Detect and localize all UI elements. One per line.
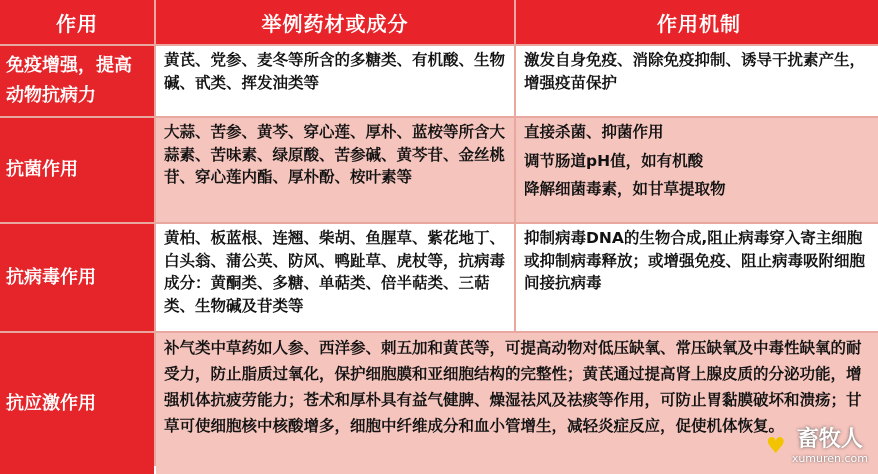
header-function: 作用	[0, 0, 154, 44]
watermark-title: 畜牧人	[796, 427, 863, 452]
row-antibacterial-mechanism	[516, 118, 878, 222]
row-antistress-description: 补气类中草药如人参、西洋参、刺五加和黄芪等，可提高动物对低压缺氧、常压缺氧及中毒性缺氧的耐受力，防止脂质过氧化，保护细胞膜和亚细胞结构的完整性；黄芪通过提高肾上腺皮质的分泌功能，增强机体抗疲劳能力；苍术和厚朴具有益气健脾、燥湿祛风及祛痰等作用，可防止胃黏膜破坏和溃疡；甘草可使细胞核中核酸增多，细胞中纤维成分和血小管增生，减轻炎症反应，促使机体恢复。	[156, 333, 878, 474]
watermark	[766, 429, 868, 464]
row-antiviral-category: 抗病毒作用	[0, 224, 154, 331]
mechanism-line: 直接杀菌、抑菌作用	[524, 123, 664, 141]
row-antiviral-herbs: 黄柏、板蓝根、连翘、柴胡、鱼腥草、紫花地丁、白头翁、蒲公英、防风、鸭趾草、虎杖等，抗病毒成分：黄酮类、多糖、单萜类、倍半萜类、三萜类、生物碱及苷类等	[156, 224, 514, 331]
row-antistress-category: 抗应激作用	[0, 333, 154, 474]
mechanism-line: 降解细菌毒素，如甘草提取物	[524, 180, 726, 198]
row-antiviral-mechanism: 抑制病毒DNA的生物合成,阻止病毒穿入寄主细胞或抑制病毒释放；或增强免疫、阻止病毒吸附细胞间接抗病毒	[516, 224, 878, 331]
row-antibacterial-category: 抗菌作用	[0, 118, 154, 222]
header-herbs: 举例药材或成分	[156, 0, 514, 44]
row-immune-herbs: 黄芪、党参、麦冬等所含的多糖类、有机酸、生物碱、甙类、挥发油类等	[156, 46, 514, 116]
row-antibacterial-herbs: 大蒜、苦参、黄芩、穿心莲、厚朴、蓝桉等所含大蒜素、苦味素、绿原酸、苦参碱、黄芩苷、金丝桃苷、穿心莲内酯、厚朴酚、桉叶素等	[156, 118, 514, 222]
row-immune-mechanism: 激发自身免疫、消除免疫抑制、诱导干扰素产生，增强疫苗保护	[516, 46, 878, 116]
mechanism-line: 调节肠道pH值，如有机酸	[524, 151, 704, 170]
row-immune-category: 免疫增强，提高动物抗病力	[0, 46, 154, 116]
watermark-url: xumuren.com	[791, 452, 868, 465]
heart-logo-icon: ♥	[765, 433, 786, 459]
header-mechanism: 作用机制	[516, 0, 878, 44]
